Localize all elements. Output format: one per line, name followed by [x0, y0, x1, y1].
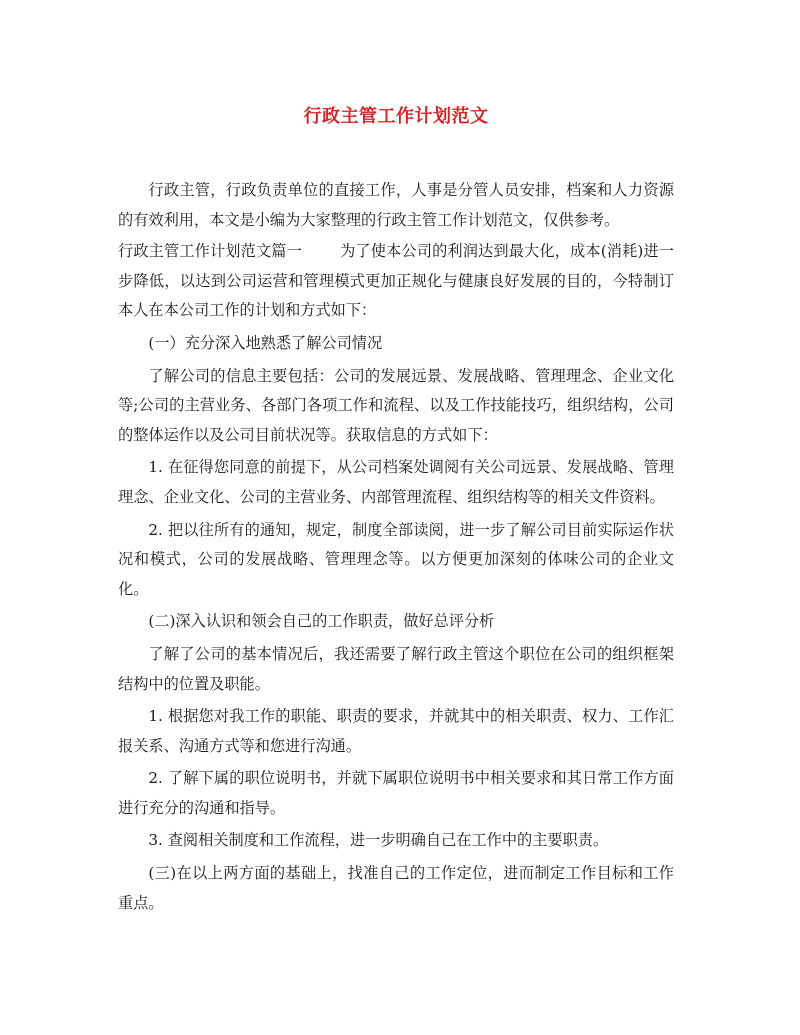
- heading-section-2: (二)深入认识和领会自己的工作职责，做好总评分析: [148, 612, 495, 631]
- document-title: 行政主管工作计划范文: [303, 106, 489, 127]
- paragraph-intro: 行政主管，行政负责单位的直接工作，人事是分管人员安排，档案和人力资源的有效利用，本文是小编为大家整理的行政主管工作计划范文，仅供参考。: [118, 181, 674, 229]
- paragraph-item-2-1: 1. 根据您对我工作的职能、职责的要求，并就其中的相关职责、权力、工作汇报关系、沟通方式等和您进行沟通。: [118, 707, 674, 755]
- document-page: [118, 104, 674, 918]
- paragraph-item-1-2: 2. 把以往所有的通知，规定，制度全部读阅，进一步了解公司目前实际运作状况和模式，公司的发展战略、管理理念等。以方便更加深刻的体味公司的企业文化。: [118, 520, 674, 598]
- section-lead-label: 行政主管工作计划范文篇一: [118, 242, 302, 261]
- heading-section-1: (一）充分深入地熟悉了解公司情况: [148, 333, 383, 352]
- paragraph-item-2-2: 2. 了解下属的职位说明书，并就下属职位说明书中相关要求和其日常工作方面进行充分的沟通和指导。: [118, 769, 674, 817]
- section-lead-body: 为了使本公司的利润达到最大化，成本(消耗)进一步降低，以达到公司运营和管理模式更加正规化与健康良好发展的目的，今特制订本人在本公司工作的计划和方式如下：: [118, 242, 674, 320]
- paragraph-company-info: 了解公司的信息主要包括：公司的发展远景、发展战略、管理理念、企业文化等;公司的主营业务、各部门各项工作和流程、以及工作技能技巧，组织结构，公司的整体运作以及公司目前状况等。获取信息的方式如下：: [118, 366, 674, 444]
- paragraph-plan-one: [118, 237, 674, 326]
- paragraph-item-2-3: 3. 查阅相关制度和工作流程，进一步明确自己在工作中的主要职责。: [148, 831, 609, 850]
- paragraph-item-1-1: 1. 在征得您同意的前提下，从公司档案处调阅有关公司远景、发展战略、管理理念、企业文化、公司的主营业务、内部管理流程、组织结构等的相关文件资料。: [118, 458, 674, 506]
- paragraph-role-info: 了解了公司的基本情况后，我还需要了解行政主管这个职位在公司的组织框架结构中的位置及职能。: [118, 644, 674, 693]
- heading-section-3: (三)在以上两方面的基础上，找准自己的工作定位，进而制定工作目标和工作重点。: [118, 864, 674, 912]
